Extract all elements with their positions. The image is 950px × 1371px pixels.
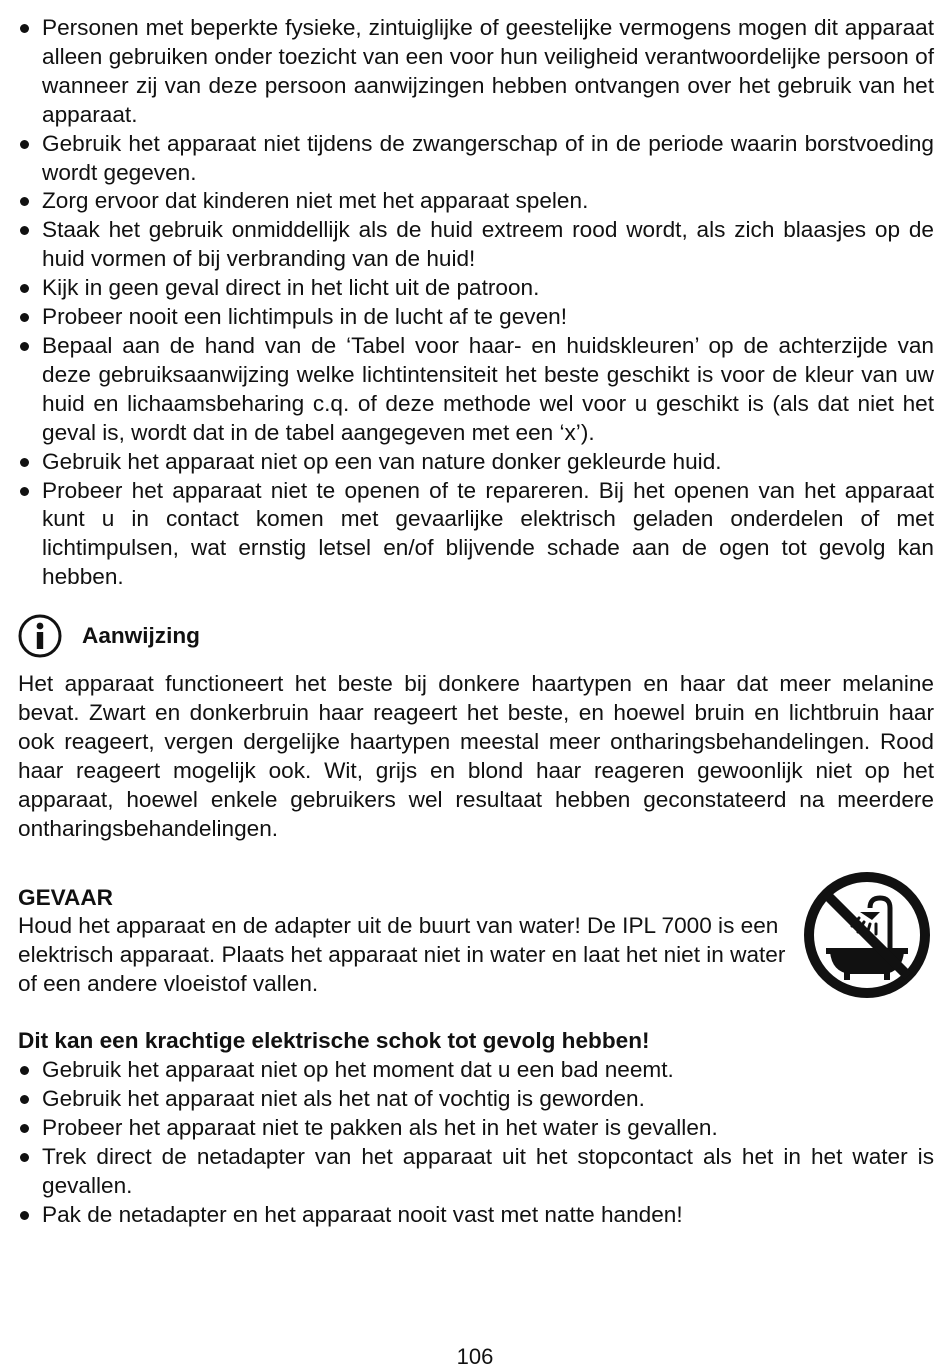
- manual-page: [18, 14, 934, 1230]
- list-item: Probeer het apparaat niet te openen of te repareren. Bij het openen van het apparaat kunt u in contact komen met gevaarlijke elektrisch geladen onderdelen of met lichtimpulsen, wat ernstig letsel en/of blijvende schade aan de ogen tot gevolg kan hebben.: [18, 477, 934, 593]
- list-item: Gebruik het apparaat niet op een van nature donker gekleurde huid.: [18, 448, 934, 477]
- info-icon: [18, 614, 62, 658]
- list-item: Gebruik het apparaat niet op het moment dat u een bad neemt.: [18, 1056, 934, 1085]
- list-item: Probeer het apparaat niet te pakken als het in het water is gevallen.: [18, 1114, 934, 1143]
- page-number: 106: [456, 1344, 494, 1369]
- danger-title: GEVAAR: [18, 884, 113, 910]
- list-item: Zorg ervoor dat kinderen niet met het apparaat spelen.: [18, 187, 934, 216]
- safety-list-bottom: [18, 1056, 934, 1229]
- shock-heading: Dit kan een krachtige elektrische schok tot gevolg hebben!: [18, 1028, 650, 1054]
- list-item: Pak de netadapter en het apparaat nooit vast met natte handen!: [18, 1201, 934, 1230]
- list-item: Probeer nooit een lichtimpuls in de lucht af te geven!: [18, 303, 934, 332]
- list-item: Trek direct de netadapter van het apparaat uit het stopcontact als het in het water is gevallen.: [18, 1143, 934, 1201]
- list-item: Staak het gebruik onmiddellijk als de huid extreem rood wordt, als zich blaasjes op de huid vormen of bij verbranding van de huid!: [18, 216, 934, 274]
- safety-list-top: [18, 14, 934, 592]
- note-title: Aanwijzing: [82, 622, 200, 648]
- danger-text: Houd het apparaat en de adapter uit de buurt van water! De IPL 7000 is een elektrisch apparaat. Plaats het apparaat niet in water en laat het niet in water of een andere vloeistof vallen.: [18, 913, 786, 997]
- no-bath-shower-icon: [802, 870, 932, 1000]
- list-item: Bepaal aan de hand van de ‘Tabel voor haar- en huidskleuren’ op de achterzijde van deze gebruiksaanwijzing welke lichtintensiteit het beste geschikt is voor de kleur van uw huid en lichaamsbeharing c.q. of deze methode wel voor u geschikt is (als dat niet het geval is, wordt dat in de tabel aangegeven met een ‘x’).: [18, 332, 934, 448]
- list-item: Gebruik het apparaat niet tijdens de zwangerschap of in de periode waarin borstvoeding wordt gegeven.: [18, 130, 934, 188]
- list-item: Personen met beperkte fysieke, zintuiglijke of geestelijke vermogens mogen dit apparaat alleen gebruiken onder toezicht van een voor hun veiligheid verantwoordelijke persoon of wanneer zij van deze persoon aanwijzingen hebben ontvangen over het gebruik van het apparaat.: [18, 14, 934, 130]
- note-text: Het apparaat functioneert het beste bij donkere haartypen en haar dat meer melanine bevat. Zwart en donkerbruin haar reageert het beste, en hoewel bruin en lichtbruin haar ook reageert, vergen dergelijke haartypen meestal meer ontharingsbehandelingen. Rood haar reageert mogelijk ook. Wit, grijs en blond haar reageren gewoonlijk niet op het apparaat, hoewel enkele gebruikers wel resultaat hebben geconstateerd na meerdere ontharingsbehandelingen.: [18, 671, 934, 841]
- danger-section: [18, 884, 934, 1000]
- note-header: [18, 614, 934, 658]
- list-item: Gebruik het apparaat niet als het nat of vochtig is geworden.: [18, 1085, 934, 1114]
- list-item: Kijk in geen geval direct in het licht uit de patroon.: [18, 274, 934, 303]
